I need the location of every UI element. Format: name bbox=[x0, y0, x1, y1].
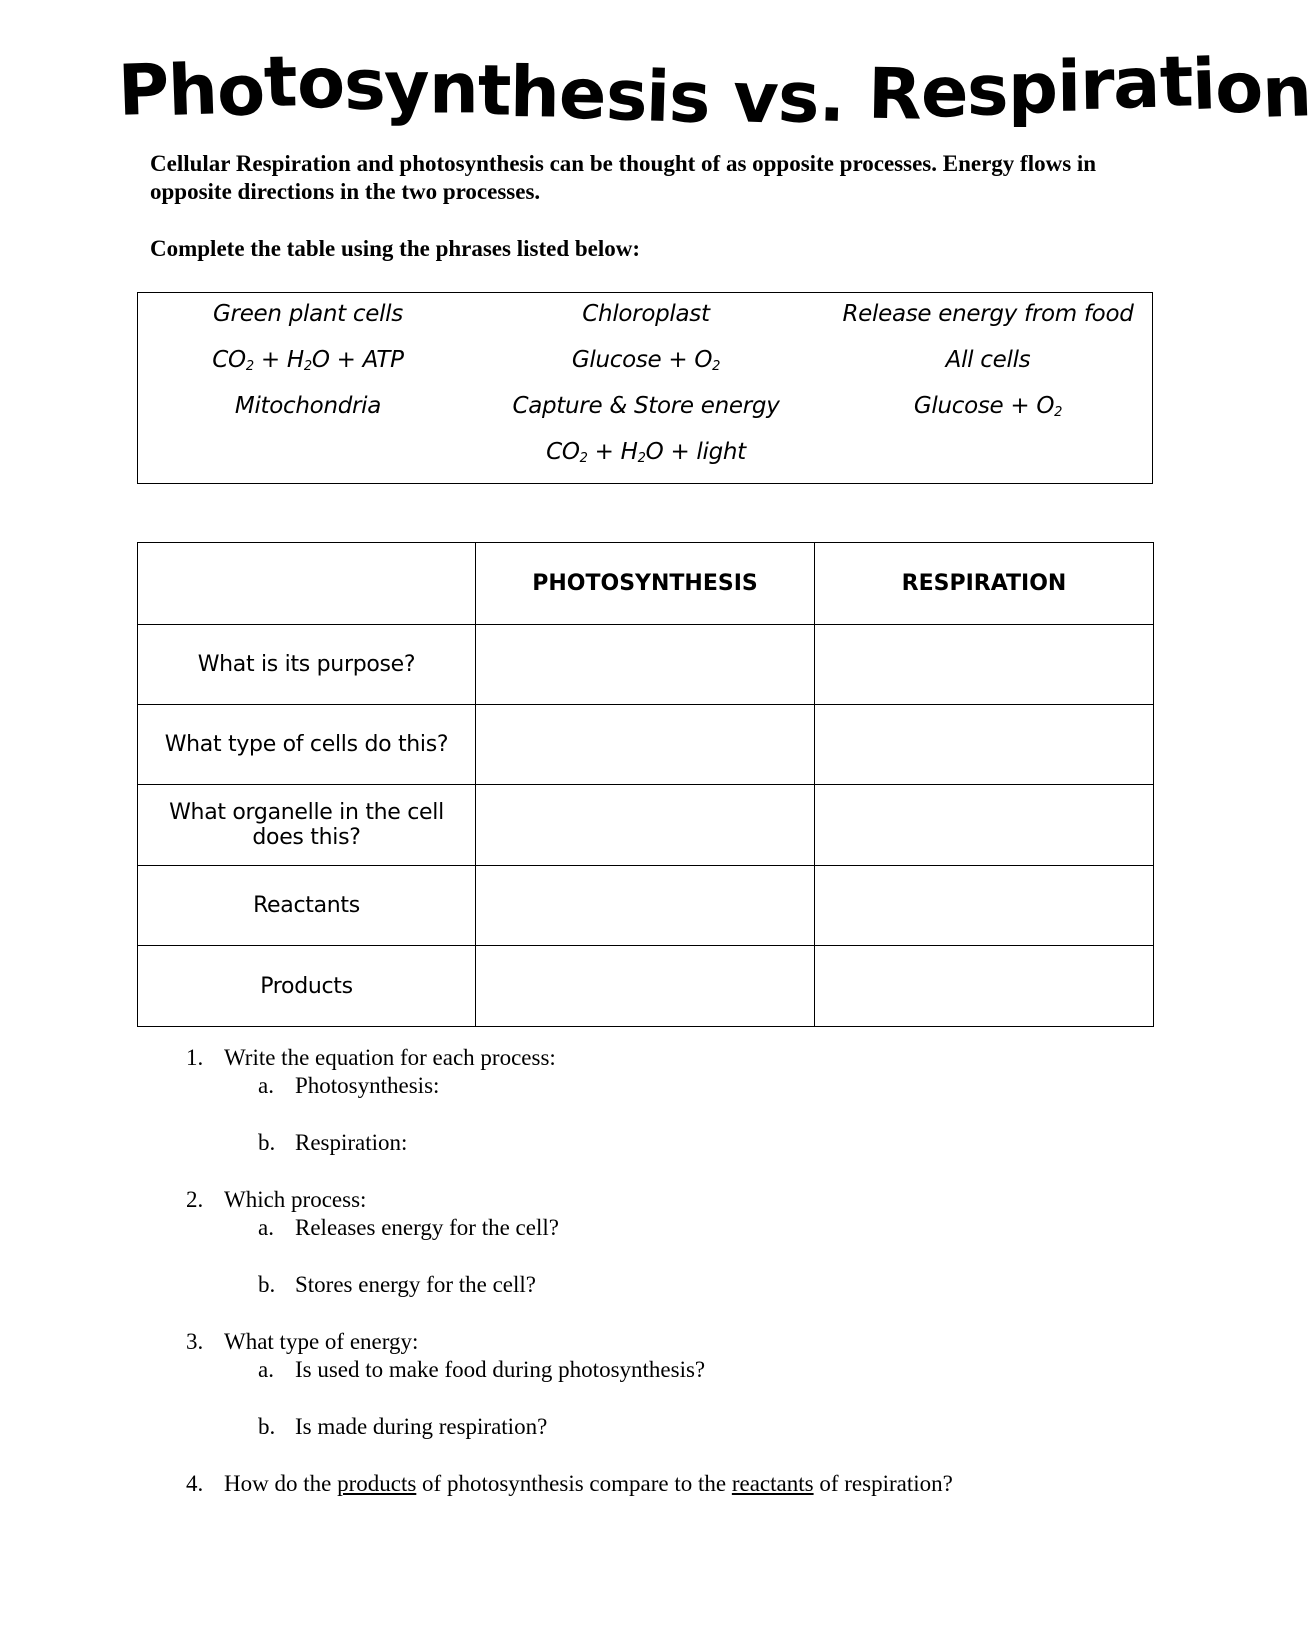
answer-cell[interactable] bbox=[476, 946, 815, 1027]
table-row bbox=[138, 866, 1154, 946]
q4-text-part: of photosynthesis compare to the bbox=[416, 1471, 732, 1496]
table-header-blank bbox=[138, 543, 476, 625]
title-letter: n bbox=[1260, 50, 1313, 134]
table-row bbox=[138, 705, 1154, 785]
title-letter: t bbox=[263, 40, 298, 124]
page-title bbox=[116, 40, 1313, 158]
title-letter: y bbox=[384, 45, 430, 128]
answer-cell[interactable] bbox=[476, 866, 815, 946]
row-label-organelle: What organelle in the cell does this? bbox=[138, 785, 476, 866]
q4-underlined-products: products bbox=[337, 1471, 417, 1496]
table-header-row bbox=[138, 543, 1154, 625]
question-text: Which process: bbox=[224, 1187, 367, 1212]
answer-cell[interactable] bbox=[815, 625, 1154, 705]
table-row bbox=[138, 946, 1154, 1027]
title-letter: h bbox=[509, 51, 560, 134]
title-letter: s bbox=[966, 49, 1009, 132]
phrase-mitochondria: Mitochondria bbox=[234, 393, 382, 419]
phrase-glucose-o2-2: $Glucose + O_2$ bbox=[913, 393, 1063, 420]
title-letter: a bbox=[1112, 41, 1161, 125]
row-label-products: Products bbox=[138, 946, 476, 1027]
title-letter: v bbox=[732, 56, 780, 140]
phrase-release-energy: Release energy from food bbox=[842, 301, 1134, 327]
title-letter: s bbox=[668, 55, 712, 140]
sub-letter: b. bbox=[258, 1414, 276, 1439]
row-label-reactants: Reactants bbox=[138, 866, 476, 946]
sub-text: Stores energy for the cell? bbox=[295, 1272, 536, 1297]
q4-text-part: How do the bbox=[224, 1471, 338, 1496]
title-letter: t bbox=[477, 49, 511, 132]
answer-cell[interactable] bbox=[476, 785, 815, 866]
q4-text-part: of respiration? bbox=[813, 1471, 953, 1496]
answer-cell[interactable] bbox=[476, 705, 815, 785]
title-letter: p bbox=[1007, 47, 1058, 130]
answer-cell[interactable] bbox=[476, 625, 815, 705]
title-letter: s bbox=[776, 55, 821, 140]
comparison-table bbox=[137, 542, 1154, 1027]
sub-text: Is used to make food during photosynthesis? bbox=[295, 1357, 706, 1382]
question-text bbox=[224, 1471, 953, 1497]
question-number: 4. bbox=[186, 1471, 204, 1496]
title-letter: r bbox=[1079, 43, 1115, 127]
sub-letter: b. bbox=[258, 1272, 276, 1297]
title-letter: n bbox=[429, 47, 479, 130]
sub-letter: a. bbox=[258, 1357, 274, 1382]
title-letter: P bbox=[116, 48, 170, 132]
sub-letter: a. bbox=[258, 1073, 274, 1098]
question-text: What type of energy: bbox=[224, 1329, 419, 1354]
answer-cell[interactable] bbox=[815, 866, 1154, 946]
title-letter: i bbox=[645, 55, 671, 139]
phrase-glucose-o2: $Glucose + O_2$ bbox=[571, 347, 721, 374]
title-letter: . bbox=[817, 55, 846, 139]
phrase-co2-h2o-light: $CO_2 + H_2O$ + light bbox=[546, 439, 746, 466]
title-letter: e bbox=[920, 51, 968, 134]
sub-text: Photosynthesis: bbox=[295, 1073, 440, 1098]
q4-underlined-reactants: reactants bbox=[731, 1471, 814, 1496]
answer-cell[interactable] bbox=[815, 946, 1154, 1027]
phrase-green-plant-cells: Green plant cells bbox=[213, 301, 403, 327]
sub-text: Respiration: bbox=[295, 1130, 408, 1155]
row-label-cell-type: What type of cells do this? bbox=[138, 705, 476, 785]
title-letter: e bbox=[558, 52, 607, 136]
question-text: Write the equation for each process: bbox=[224, 1045, 556, 1070]
title-letter: R bbox=[866, 52, 922, 136]
title-letter: s bbox=[343, 43, 386, 127]
title-letter: s bbox=[604, 53, 648, 138]
answer-cell[interactable] bbox=[815, 785, 1154, 866]
title-letter: t bbox=[1158, 40, 1194, 124]
table-header-respiration: RESPIRATION bbox=[815, 543, 1154, 625]
question-number: 2. bbox=[186, 1187, 204, 1212]
title-letter: h bbox=[166, 48, 219, 133]
answer-cell[interactable] bbox=[815, 705, 1154, 785]
instructions: Complete the table using the phrases listed below: bbox=[150, 236, 641, 261]
sub-text: Releases energy for the cell? bbox=[295, 1215, 559, 1240]
title-letter: o bbox=[1213, 46, 1264, 130]
table-row bbox=[138, 625, 1154, 705]
title-letter: i bbox=[1190, 43, 1217, 126]
sub-letter: b. bbox=[258, 1130, 276, 1155]
table-header-photosynthesis: PHOTOSYNTHESIS bbox=[476, 543, 815, 625]
sub-text: Is made during respiration? bbox=[295, 1414, 548, 1439]
intro-paragraph: Cellular Respiration and photosynthesis can be thought of as opposite processes. Energy flows in opposite directions in the two processes. bbox=[150, 151, 1097, 204]
question-number: 1. bbox=[186, 1045, 204, 1070]
sub-letter: a. bbox=[258, 1215, 274, 1240]
phrase-chloroplast: Chloroplast bbox=[582, 301, 710, 327]
question-number: 3. bbox=[186, 1329, 204, 1354]
title-letter: o bbox=[215, 49, 266, 133]
phrase-co2-h2o-atp: $CO_2 + H_2O$ + ATP bbox=[212, 347, 404, 374]
phrase-bank bbox=[137, 292, 1153, 484]
table-row bbox=[138, 785, 1154, 866]
title-letter bbox=[843, 54, 869, 137]
phrase-capture-store-energy: Capture & Store energy bbox=[512, 393, 780, 419]
row-label-purpose: What is its purpose? bbox=[138, 625, 476, 705]
title-letter: i bbox=[1056, 45, 1081, 128]
title-letter: o bbox=[295, 41, 345, 125]
phrase-all-cells: All cells bbox=[945, 347, 1031, 373]
